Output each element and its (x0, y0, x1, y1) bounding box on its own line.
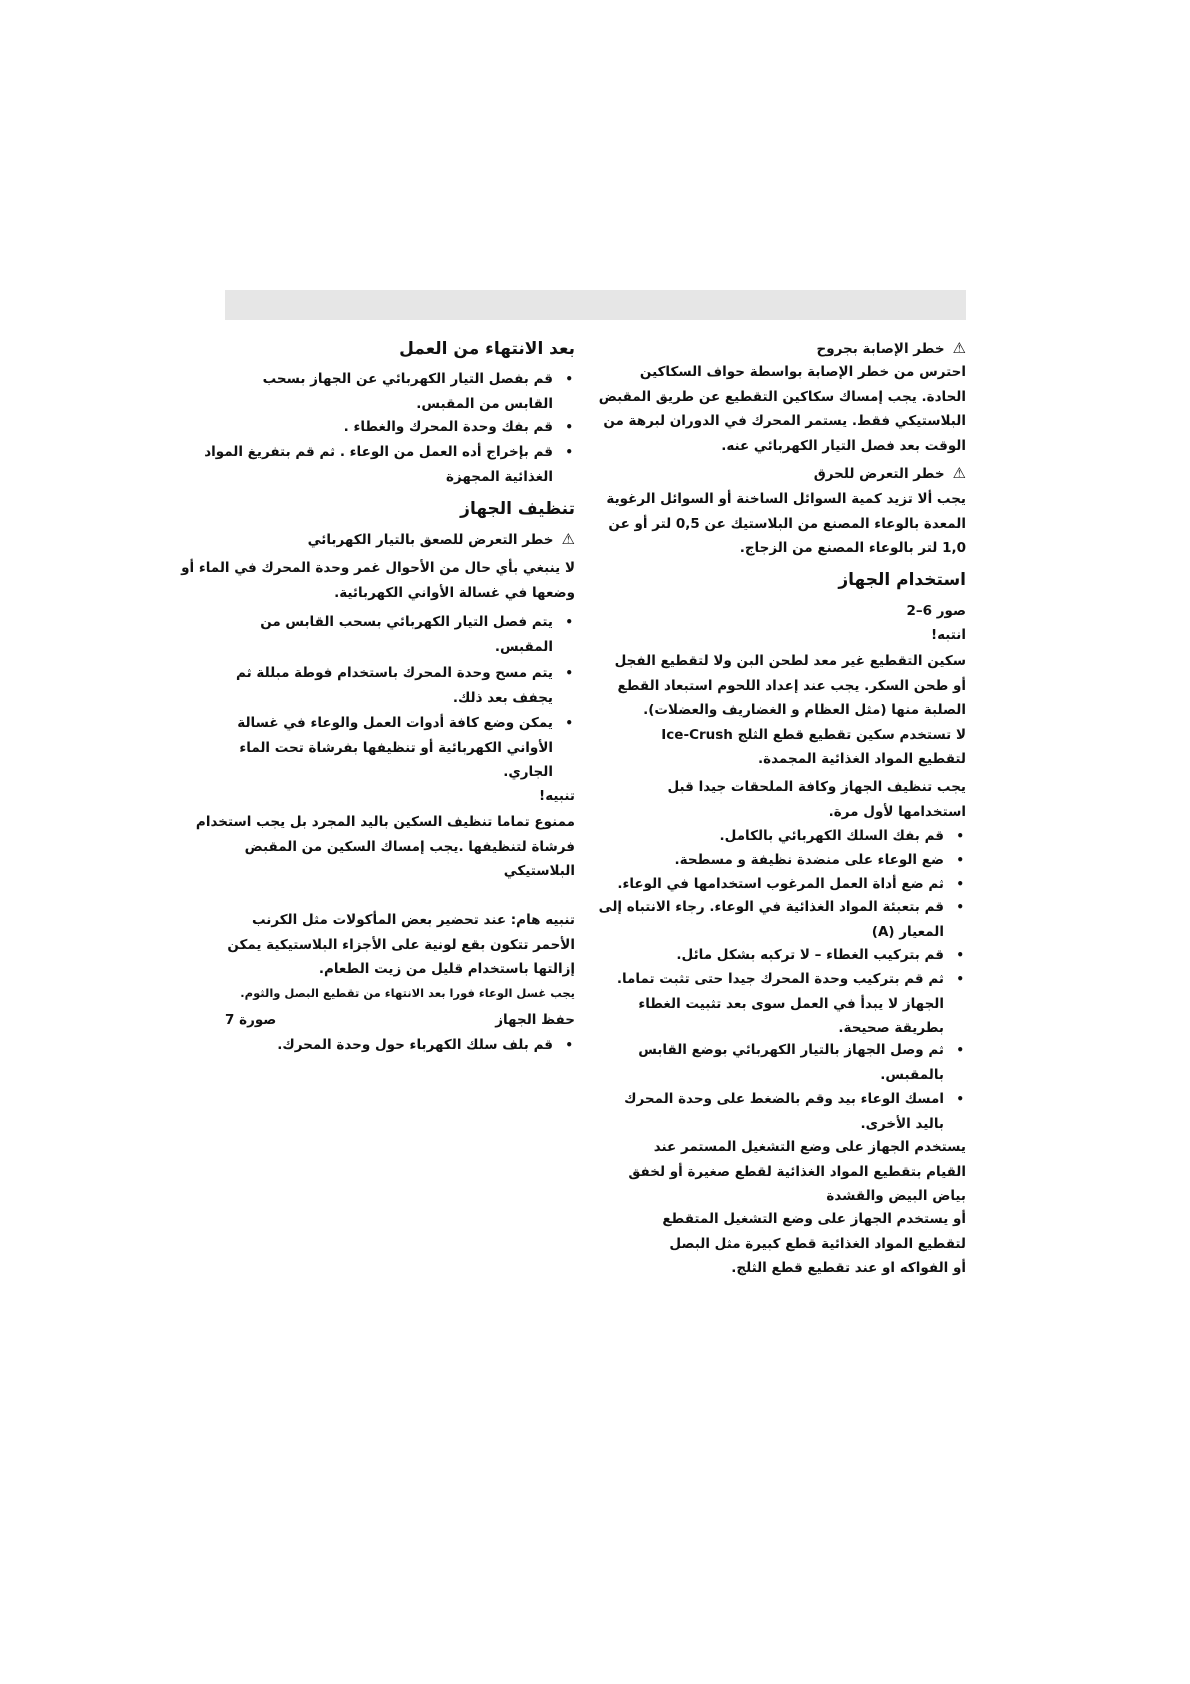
text-line (606, 674, 966, 698)
line-text: تنبيه! (539, 788, 575, 804)
line-text: إزالتها باستخدام قليل من زيت الطعام. (318, 961, 575, 977)
text-line (606, 967, 964, 991)
text-line (204, 440, 573, 464)
text-line (606, 434, 966, 458)
text-line (606, 1112, 944, 1136)
line-text: الصلبة منها (مثل العظام و الغضاريف والعضلات). (643, 702, 966, 718)
bullet-icon: • (956, 829, 964, 843)
text-line (225, 981, 575, 1005)
line-text: يجب غسل الوعاء فورا بعد الانتهاء من تقطيع البصل والثوم. (240, 986, 575, 1000)
line-text: أو يستخدم الجهاز على وضع التشغيل المتقطع (662, 1211, 966, 1227)
text-line (225, 784, 575, 808)
line-text: المعيار (A) (871, 923, 944, 940)
line-text: خطر الإصابة بجروح (816, 341, 945, 357)
line-text: استخدام الجهاز (838, 570, 966, 590)
line-text: صور 6–2 (906, 603, 966, 619)
text-line (606, 536, 966, 560)
line-text: قم بتركيب الغطاء – لا تركبه بشكل مائل. (676, 947, 944, 963)
line-text: قم بفك وحدة المحرك والغطاء . (343, 419, 553, 435)
bullet-icon: • (565, 1038, 573, 1052)
line-text: قم بفصل التيار الكهربائي عن الجهاز بسحب (262, 371, 553, 387)
line-text: يجب ألا تزيد كمية السوائل الساخنة أو السوائل الرغوية (606, 491, 966, 507)
text-line (225, 367, 573, 391)
line-text: الوقت بعد فصل التيار الكهربائي عنه. (721, 437, 966, 454)
line-text: الجهاز لا يبدأ في العمل سوى بعد تثبيت الغطاء (638, 995, 944, 1012)
line-text: الأحمر تتكون بقع لونية على الأجزاء البلاستيكية يمكن (227, 936, 575, 953)
text-line (606, 848, 964, 872)
line-text: المعدة بالوعاء المصنع من البلاستيك عن 0,5 لتر أو عن (608, 515, 966, 532)
text-line (225, 415, 573, 439)
line-text: بياض البيض والقشدة (826, 1188, 966, 1204)
line-text: عند تحضير بعض المأكولات مثل الكرنب (251, 912, 511, 928)
warning-triangle-icon: ⚠ (952, 464, 966, 482)
text-line (606, 920, 944, 944)
text-line (225, 760, 553, 784)
line-text: خطر التعرض للحرق (813, 466, 945, 482)
text-line (225, 661, 573, 685)
text-line (606, 943, 964, 967)
line-text: خطر التعرض للصعق بالتيار الكهربائي (307, 532, 554, 548)
text-line (606, 1256, 966, 1280)
bullet-icon: • (565, 420, 573, 434)
text-line (606, 1232, 966, 1256)
line-text: القابس من المقبس. (416, 395, 553, 412)
text-line (606, 512, 966, 536)
bullet-icon: • (956, 948, 964, 962)
text-line (606, 775, 966, 799)
line-text: سكين التقطيع غير معد لطحن البن ولا لتقطيع الفجل (614, 653, 966, 669)
line-text: ثم قم بتركيب وحدة المحرك جيدا حتى تثبت تماما. (616, 971, 944, 987)
line-text: يتم مسح وحدة المحرك باستخدام فوطة مبللة ثم (236, 665, 553, 681)
line-text: فرشاة لتنظيفها .يجب إمساك السكين من المقبض (244, 838, 575, 855)
text-line (606, 487, 966, 511)
text-line (606, 1207, 966, 1231)
line-text: ضع الوعاء على منضدة نظيفة و مسطحة. (674, 852, 944, 868)
line-text: البلاستيكي (503, 863, 575, 879)
bullet-icon: • (565, 372, 573, 386)
text-line (606, 1087, 964, 1111)
bullet-icon: • (565, 716, 573, 730)
text-line (606, 649, 966, 673)
line-text: ثم وصل الجهاز بالتيار الكهربائي بوضع القابس (638, 1042, 944, 1058)
line-text: قم بلف سلك الكهرباء حول وحدة المحرك. (277, 1037, 553, 1053)
text-line (606, 747, 966, 771)
warning-heading (225, 527, 575, 551)
line-text: استخدامها لأول مرة. (828, 803, 966, 820)
text-line (606, 723, 966, 747)
bullet-icon: • (565, 445, 573, 459)
warning-heading (606, 336, 966, 360)
line-text: لتقطيع المواد الغذائية المجمدة. (758, 751, 966, 767)
text-line (606, 1038, 964, 1062)
right-column (598, 0, 966, 1684)
bullet-icon: • (956, 1092, 964, 1106)
line-text: قم بإخراج أده العمل من الوعاء . ثم قم بتفريغ المواد (204, 444, 553, 460)
line-text: 1,0 لتر بالوعاء المصنع من الزجاج. (739, 540, 966, 556)
text-line (225, 392, 553, 416)
text-line (225, 610, 573, 634)
figure-reference: صورة 7 (225, 1012, 277, 1028)
text-line (606, 1160, 966, 1184)
text-line (225, 859, 575, 883)
text-line (606, 623, 966, 647)
text-line (225, 1008, 575, 1032)
text-line (606, 1063, 944, 1087)
warning-triangle-icon: ⚠ (561, 530, 575, 548)
text-line (606, 872, 964, 896)
section-title (225, 337, 575, 361)
bullet-icon: • (565, 615, 573, 629)
text-line (225, 465, 553, 489)
text-line (225, 711, 573, 735)
line-text: الغذائية المجهزة (446, 468, 553, 485)
line-text: البلاستيكي فقط. يستمر المحرك في الدوران لبرهة من (603, 413, 966, 429)
text-line (225, 635, 553, 659)
text-line (603, 409, 966, 433)
line-text: بعد الانتهاء من العمل (399, 339, 575, 359)
line-text: أو طحن السكر. يجب عند إعداد اللحوم استبعاد القطع (617, 677, 966, 694)
bullet-icon: • (956, 900, 964, 914)
text-line (606, 698, 966, 722)
line-text: الحادة. يجب إمساك سكاكين التقطيع عن طريق المقبض (598, 388, 966, 405)
text-line (225, 1033, 573, 1057)
text-line (606, 1184, 966, 1208)
text-line (225, 933, 575, 957)
bullet-icon: • (565, 666, 573, 680)
text-line (225, 736, 553, 760)
text-line (598, 895, 964, 919)
line-text: لتقطيع المواد الغذائية قطع كبيرة مثل البصل (669, 1235, 966, 1252)
bullet-icon: • (956, 877, 964, 891)
line-text: احترس من خطر الإصابة بواسطة حواف السكاكين (639, 364, 966, 380)
line-text: المقبس. (494, 638, 553, 655)
line-text: بطريقة صحيحة. (838, 1020, 944, 1036)
text-line (606, 992, 944, 1016)
line-text: قم بفك السلك الكهربائي بالكامل. (719, 828, 944, 844)
text-line (606, 360, 966, 384)
line-text: قم بتعبئة المواد الغذائية في الوعاء. رجاء الانتباه إلى (598, 899, 944, 915)
text-line (225, 835, 575, 859)
text-line (181, 556, 575, 580)
line-text: القيام بتقطيع المواد الغذائية لقطع صغيرة أو لخفق (628, 1163, 966, 1180)
text-line (606, 1135, 966, 1159)
text-line (606, 1016, 944, 1040)
text-line (598, 385, 966, 409)
line-text: حفظ الجهاز (495, 1012, 575, 1028)
bullet-icon: • (956, 853, 964, 867)
line-text: ثم ضع أداة العمل المرغوب استخدامها في الوعاء. (617, 876, 944, 892)
line-text: وضعها في غسالة الأواني الكهربائية. (334, 584, 575, 601)
line-text: الأواني الكهربائية أو تنظيفها بفرشاة تحت الماء (239, 739, 553, 756)
bullet-icon: • (956, 972, 964, 986)
warning-heading (606, 461, 966, 485)
warning-triangle-icon: ⚠ (952, 339, 966, 357)
line-text: تنظيف الجهاز (460, 499, 575, 519)
text-line (225, 957, 575, 981)
line-text: يجفف بعد ذلك. (452, 689, 553, 706)
line-text: يستخدم الجهاز على وضع التشغيل المستمر عند (653, 1139, 966, 1155)
line-text: بالمقبس. (880, 1066, 944, 1083)
text-line (606, 800, 966, 824)
line-text: يتم فصل التيار الكهربائي بسحب القابس من (260, 614, 553, 630)
section-title (225, 497, 575, 521)
line-text: لا تستخدم سكين تقطيع قطع الثلج Ice-Crush (661, 726, 966, 743)
line-text: امسك الوعاء بيد وقم بالضغط على وحدة المحرك (624, 1091, 944, 1107)
line-text: ممنوع تماما تنظيف السكين باليد المجرد بل يجب استخدام (195, 814, 575, 830)
line-text: يجب تنظيف الجهاز وكافة الملحقات جيدا قبل (667, 779, 966, 795)
text-line (195, 810, 575, 834)
line-text: باليد الأخرى. (860, 1115, 944, 1132)
text-line (606, 599, 966, 623)
bullet-icon: • (956, 1043, 964, 1057)
text-line (225, 908, 575, 932)
important-note-label: تنبيه هام: (510, 912, 575, 928)
line-text: أو الفواكه او عند تقطيع قطع الثلج. (731, 1260, 966, 1276)
line-text: لا ينبغي بأي حال من الأحوال غمر وحدة المحرك في الماء أو (181, 560, 575, 576)
text-line (225, 581, 575, 605)
line-text: يمكن وضع كافة أدوات العمل والوعاء في غسالة (237, 715, 553, 731)
line-text: الجاري. (503, 764, 553, 780)
text-line (606, 824, 964, 848)
text-line (225, 686, 553, 710)
section-title (606, 568, 966, 592)
left-column (181, 0, 575, 1684)
line-text: انتبه! (930, 627, 966, 643)
